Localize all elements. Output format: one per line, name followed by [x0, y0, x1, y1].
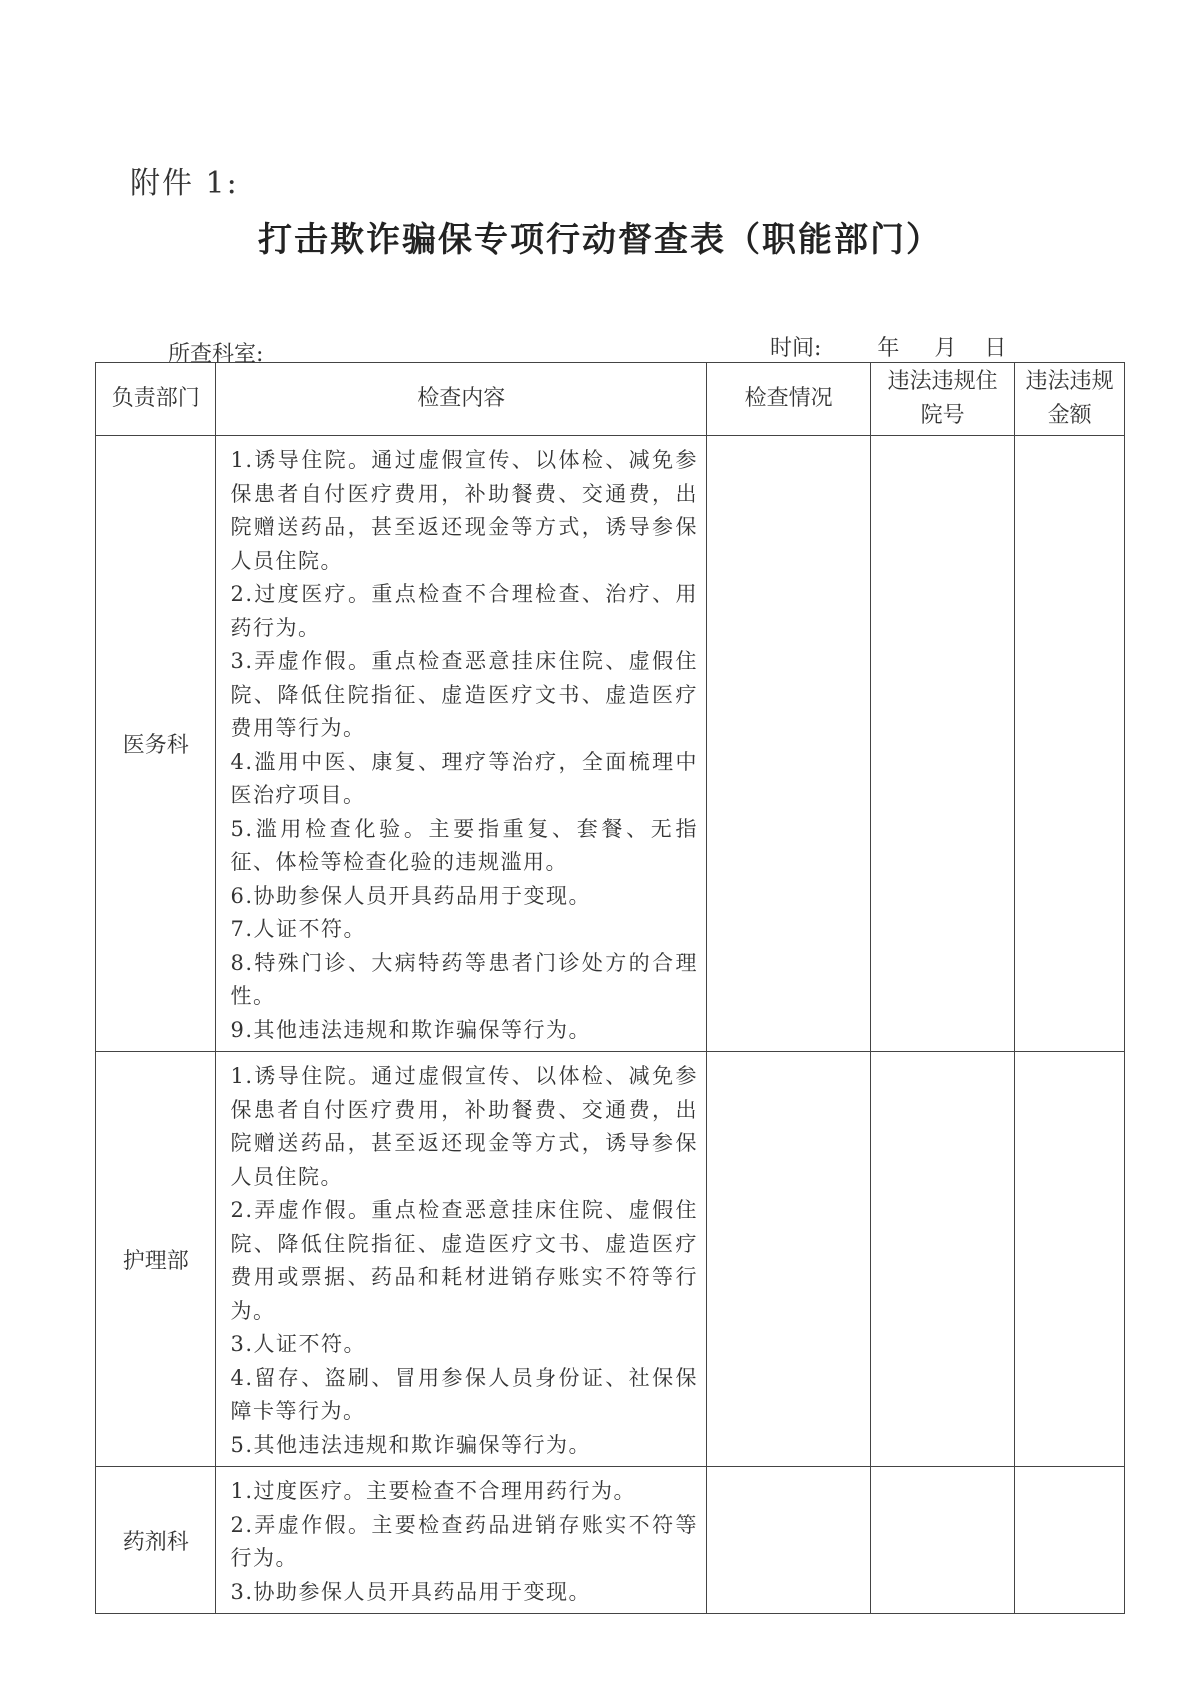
case-no-cell[interactable] — [871, 1052, 1015, 1467]
dept-cell: 护理部 — [96, 1052, 216, 1467]
list-item: 5.其他违法违规和欺诈骗保等行为。 — [230, 1432, 592, 1457]
list-item: 3.人证不符。 — [230, 1332, 367, 1356]
situation-cell[interactable] — [706, 1467, 870, 1614]
list-item: 4.滥用中医、康复、理疗等治疗，全面梳理中医治疗项目。 — [230, 749, 698, 807]
list-item: 2.弄虚作假。重点检查恶意挂床住院、虚假住院、降低住院指征、虚造医疗文书、虚造医疗费用或票据、药品和耗材进销存账实不符等行为。 — [230, 1198, 698, 1323]
list-item: 3.弄虚作假。重点检查恶意挂床住院、虚假住院、降低住院指征、虚造医疗文书、虚造医疗费用等行为。 — [230, 649, 698, 740]
table-row — [96, 1467, 1125, 1614]
time-label: 时间: — [770, 336, 822, 361]
header-dept: 负责部门 — [96, 363, 216, 436]
list-item: 3.协助参保人员开具药品用于变现。 — [230, 1579, 592, 1604]
table-row — [96, 436, 1125, 1052]
amount-cell[interactable] — [1015, 1467, 1125, 1614]
list-item: 9.其他违法违规和欺诈骗保等行为。 — [230, 1017, 592, 1042]
attachment-label: 附件 1: — [130, 166, 239, 201]
inspection-table — [95, 362, 1125, 1614]
list-item: 5.滥用检查化验。主要指重复、套餐、无指征、体检等检查化验的违规滥用。 — [230, 816, 698, 874]
dept-cell: 医务科 — [96, 436, 216, 1052]
list-item: 6.协助参保人员开具药品用于变现。 — [230, 883, 592, 908]
day-label: 日 — [984, 336, 1007, 361]
amount-cell[interactable] — [1015, 436, 1125, 1052]
situation-cell[interactable] — [706, 436, 870, 1052]
header-amount: 违法违规金额 — [1015, 363, 1125, 436]
list-item: 2.弄虚作假。主要检查药品进销存账实不符等行为。 — [230, 1512, 698, 1570]
page-title: 打击欺诈骗保专项行动督查表（职能部门） — [258, 220, 942, 260]
list-item: 1.过度医疗。主要检查不合理用药行为。 — [230, 1479, 637, 1503]
date-line — [770, 331, 1006, 362]
table-header-row — [96, 363, 1125, 436]
header-situation: 检查情况 — [706, 363, 870, 436]
content-cell — [216, 1467, 707, 1614]
list-item: 8.特殊门诊、大病特药等患者门诊处方的合理性。 — [230, 950, 698, 1008]
content-cell — [216, 1052, 707, 1467]
situation-cell[interactable] — [706, 1052, 870, 1467]
amount-cell[interactable] — [1015, 1052, 1125, 1467]
header-content: 检查内容 — [216, 363, 707, 436]
year-label: 年 — [877, 336, 900, 361]
case-no-cell[interactable] — [871, 1467, 1015, 1614]
list-item: 1.诱导住院。通过虚假宣传、以体检、减免参保患者自付医疗费用，补助餐费、交通费，出院赠送药品，甚至返还现金等方式，诱导参保人员住院。 — [230, 448, 698, 573]
list-item: 1.诱导住院。通过虚假宣传、以体检、减免参保患者自付医疗费用，补助餐费、交通费，出院赠送药品，甚至返还现金等方式，诱导参保人员住院。 — [230, 1064, 698, 1189]
inspected-dept-label: 所查科室: — [168, 342, 264, 367]
month-label: 月 — [934, 336, 957, 361]
dept-cell: 药剂科 — [96, 1467, 216, 1614]
table-row — [96, 1052, 1125, 1467]
list-item: 2.过度医疗。重点检查不合理检查、治疗、用药行为。 — [230, 582, 698, 640]
list-item: 7.人证不符。 — [230, 917, 367, 941]
content-cell — [216, 436, 707, 1052]
case-no-cell[interactable] — [871, 436, 1015, 1052]
list-item: 4.留存、盗刷、冒用参保人员身份证、社保保障卡等行为。 — [230, 1365, 698, 1423]
header-case-no: 违法违规住院号 — [871, 363, 1015, 436]
